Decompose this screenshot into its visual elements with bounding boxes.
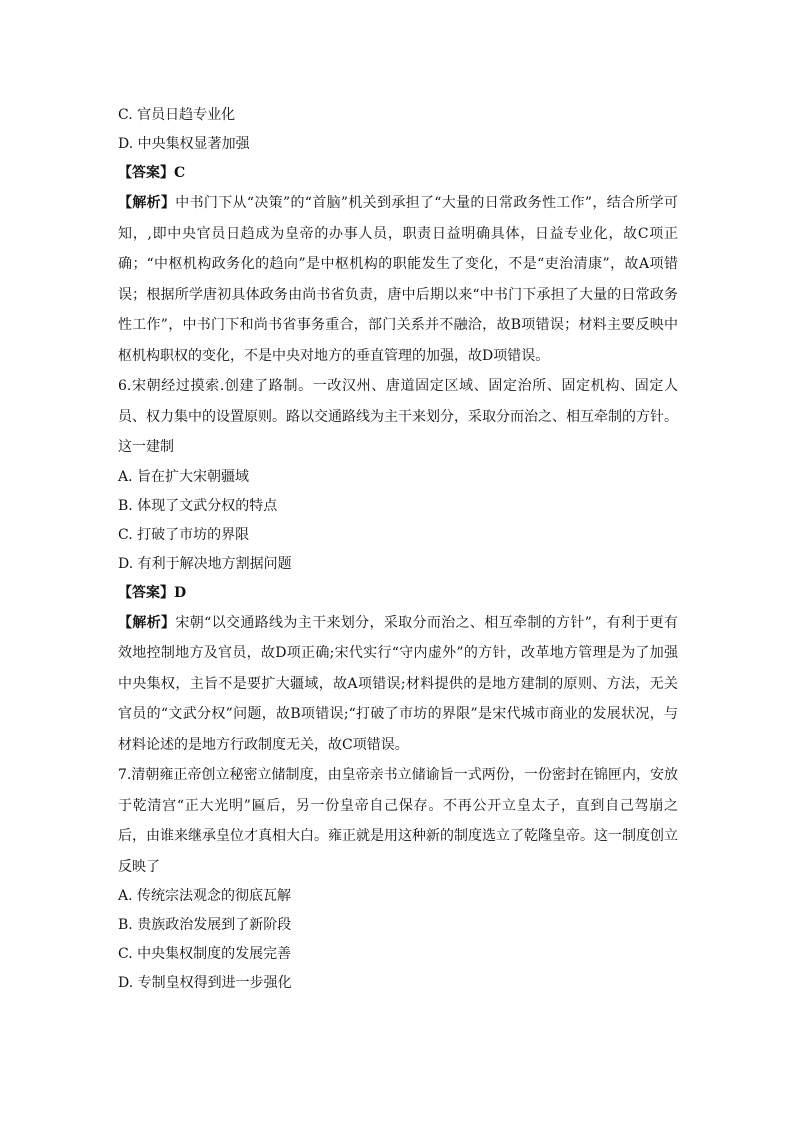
answer-value: D [174,584,187,601]
document-content [118,101,678,998]
question-6: 6.宋朝经过摸索.创建了路制。一改汉州、唐道固定区域、固定治所、固定机构、固定人员、权力集中的设置原则。路以交通路线为主干来划分，采取分而治之、相互牵制的方针。这一建制 [118,378,678,455]
option-7d: D. 专制皇权得到进一步强化 [118,975,292,991]
analysis-tag: 【解析】 [118,195,176,211]
option-7b: B. 贵族政治发展到了新阶段 [118,917,292,933]
analysis-tag: 【解析】 [118,614,176,631]
answer-value: C [174,165,186,181]
answer-6 [118,579,678,608]
option-6d: D. 有利于解决地方割据问题 [118,555,292,572]
answer-tag: 【答案】 [118,584,174,601]
question-7: 7.清朝雍正帝创立秘密立储制度，由皇帝亲书立储谕旨一式两份，一份密封在锦匣内，安放于乾清宫“正大光明”匾后，另一份皇帝自己保存。不再公开立皇太子，直到自己驾崩之后，由谁来继承皇位才真相大白。雍正就是用这种新的制度选立了乾隆皇帝。这一制度创立反映了 [118,767,678,875]
option-5d: D. 中央集权显著加强 [118,136,250,152]
option-7c: C. 中央集权制度的发展完善 [118,946,292,962]
analysis-6 [118,608,678,761]
answer-tag: 【答案】 [118,165,174,181]
option-5c: C. 官员日趋专业化 [118,107,236,123]
analysis-text: 宋朝“以交通路线为主干来划分，采取分而治之、相互牵制的方针”，有利于更有效地控制地方及官员，故D项正确;宋代实行“守内虚外”的方针，改革地方管理是为了加强中央集权，主旨不是要扩大疆域，故A项错误;材料提供的是地方建制的原则、方法，无关官员的“文武分权”问题，故B项错误;“打破了市坊的界限”是宋代城市商业的发展状况，与材料论述的是地方行政制度无关，故C项错误。 [118,614,679,753]
analysis-text: 中书门下从“决策”的“首脑”机关到承担了“大量的日常政务性工作”，结合所学可知，,即中央官员日趋成为皇帝的办事人员，职责日益明确具体，日益专业化，故C项正确；“中枢机构政务化的趋向”是中枢机构的职能发生了变化，不是“吏治清康”，故A项错误；根据所学唐初具体政务由尚书省负责，唐中后期以来“中书门下承担了大量的日常政务性工作”，中书门下和尚书省事务重合，部门关系并不融洽，故B项错误；材料主要反映中枢机构职权的变化，不是中央对地方的垂直管理的加强，故D项错误。 [118,195,678,364]
analysis-5 [118,188,678,371]
option-6c: C. 打破了市坊的界限 [118,526,250,543]
option-7a: A. 传统宗法观念的彻底瓦解 [118,888,292,904]
answer-5 [118,159,678,188]
option-6b: B. 体现了文武分权的特点 [118,497,278,514]
option-6a: A. 旨在扩大宋朝疆域 [118,468,250,485]
